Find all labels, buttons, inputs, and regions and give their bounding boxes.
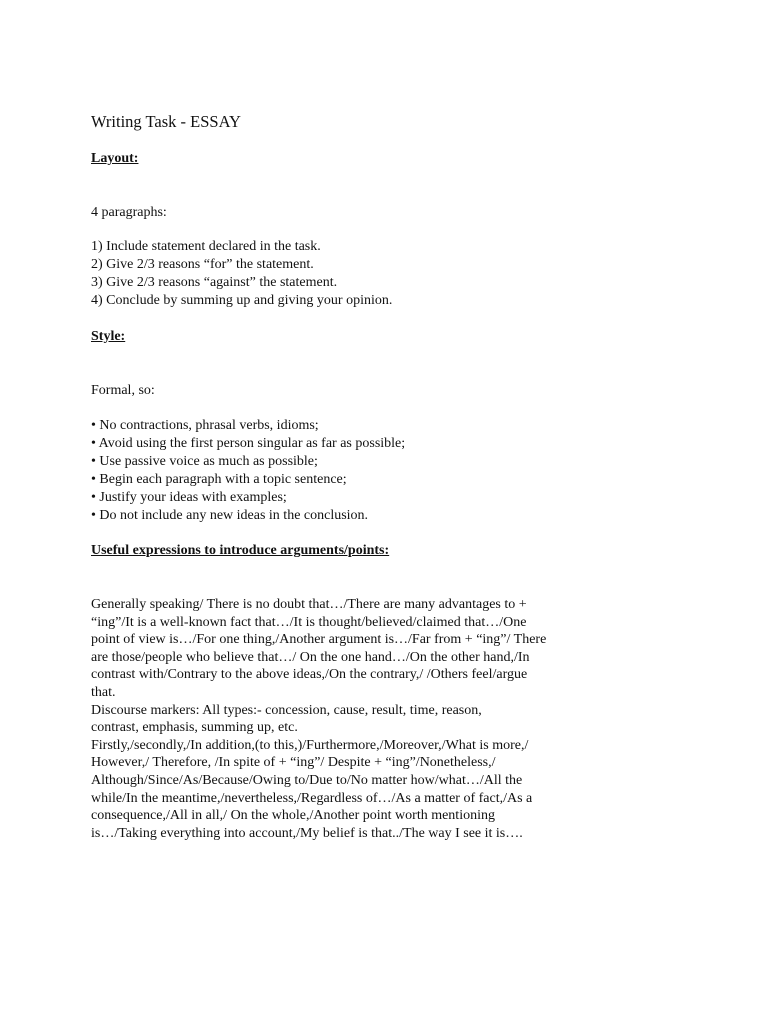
layout-step: 3) Give 2/3 reasons “against” the statement. [91,275,338,290]
layout-step: 4) Conclude by summing up and giving your opinion. [91,293,393,308]
paragraph-line: point of view is…/For one thing,/Another argument is…/Far from + “ing”/ There [91,632,547,648]
paragraph-line: that. [91,684,116,700]
paragraph-line: contrast with/Contrary to the above ideas,/On the contrary,/ /Others feel/argue [91,667,528,683]
style-bullet: • Justify your ideas with examples; [91,490,287,505]
layout-step: 1) Include statement declared in the task. [91,239,321,254]
style-bullet: • Avoid using the first person singular as far as possible; [91,436,406,451]
layout-intro: 4 paragraphs: [91,205,167,220]
paragraph-line: However,/ Therefore, /In spite of + “ing”/ Despite + “ing”/Nonetheless,/ [91,755,496,771]
paragraph-line: while/In the meantime,/nevertheless,/Regardless of…/As a matter of fact,/As a [91,790,533,806]
expressions-paragraph [91,596,591,842]
layout-step: 2) Give 2/3 reasons “for” the statement. [91,257,314,272]
style-bullet: • No contractions, phrasal verbs, idioms; [91,418,319,433]
paragraph-line: consequence,/All in all,/ On the whole,/Another point worth mentioning [91,808,495,824]
style-bullet: • Do not include any new ideas in the conclusion. [91,508,369,523]
paragraph-line: Discourse markers: All types:- concession, cause, result, time, reason, [91,702,482,718]
style-heading: Style: [91,329,126,344]
paragraph-line: “ing”/It is a well-known fact that…/It is thought/believed/claimed that…/One [91,614,527,630]
paragraph-line: Firstly,/secondly,/In addition,(to this,)/Furthermore,/Moreover,/What is more,/ [91,737,529,753]
layout-heading: Layout: [91,151,139,166]
paragraph-line: Although/Since/As/Because/Owing to/Due to/No matter how/what…/All the [91,772,523,788]
paragraph-line: is…/Taking everything into account,/My belief is that../The way I see it is…. [91,825,523,841]
style-bullet: • Use passive voice as much as possible; [91,454,318,469]
paragraph-line: are those/people who believe that…/ On the one hand…/On the other hand,/In [91,649,530,665]
style-bullet: • Begin each paragraph with a topic sentence; [91,472,347,487]
document-title: Writing Task - ESSAY [91,112,241,131]
expressions-heading: Useful expressions to introduce arguments/points: [91,543,390,558]
paragraph-line: contrast, emphasis, summing up, etc. [91,720,298,736]
style-intro: Formal, so: [91,383,155,398]
paragraph-line: Generally speaking/ There is no doubt that…/There are many advantages to + [91,597,527,612]
